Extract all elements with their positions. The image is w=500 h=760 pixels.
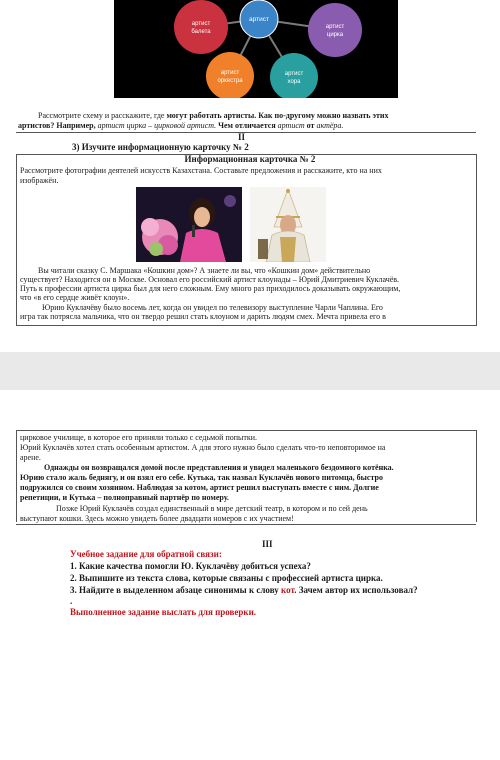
diagram-node-center [240,0,278,38]
photo-folk-artist [250,187,326,262]
photo-singer-image [136,187,242,262]
svg-text:балета: балета [191,29,211,35]
question-3 [70,586,418,596]
task1-question: Чем отличается [216,121,278,130]
story-paragraph-1-line-4: что «в его сердце живёт клоун». [20,293,130,302]
card-continued-right-border [476,430,477,522]
diagram-node-circus [308,3,362,57]
task1-example-lead: артистов? Например, [18,121,98,130]
question-1: 1. Какие качества помогли Ю. Куклачёву добиться успеха? [70,561,311,571]
task1-line2 [18,121,343,131]
svg-text:хора: хора [287,79,301,85]
submission-note: Выполненное задание выслать для проверки. [70,607,257,617]
divider [16,132,476,133]
diagram-node-choir [270,53,318,98]
story-final-line-2: выступают кошки. Здесь можно увидеть более двадцати номеров с их участием! [20,514,294,523]
section-2-task: 3) Изучите информационную карточку № 2 [72,142,249,152]
list-dot: . [70,596,73,606]
story-continued-line-2: Юрий Куклачёв хотел стать особенным артистом. А для этого нужно было сделать что-то неповторимое на [20,443,386,452]
question-3-end: . Зачем автор их использовал? [294,585,418,595]
story-paragraph-1-line-1: Вы читали сказку С. Маршака «Кошкин дом»? А знаете ли вы, что «Кошкин дом» действительно [38,266,371,275]
professions-diagram [114,0,398,98]
question-2: 2. Выпишите из текста слова, которые связаны с профессией артиста цирка. [70,573,383,583]
card-continued-bottom-border [16,524,476,525]
story-paragraph-1-line-2: существует? Находится он в Москве. Основал его российский артист клоунады – Юрий Дмитриевич Куклачёв. [20,275,400,284]
story-final-line-1: Позже Юрий Куклачёв создал единственный в мире детский театр, в котором и по сей день [56,504,368,513]
section-3-number: III [262,539,273,549]
section-2-number: II [238,132,246,142]
photo-folk-artist-image [250,187,326,262]
task1-from: от [304,121,317,130]
card-instruction-end: изображён. [20,176,59,185]
story-continued-line-1: цирковое училище, в которое его приняли только с седьмой попытки. [20,433,258,442]
task1-text: Рассмотрите схему и расскажите, где [38,111,167,120]
document-page-2 [0,390,500,760]
diagram-node-orchestra [206,52,254,98]
question-3-keyword: кот [281,585,295,595]
svg-text:артист: артист [220,70,240,76]
feedback-task-heading: Учебное задание для обратной связи: [70,549,222,559]
card-continued-left-border [16,430,17,522]
svg-text:артист: артист [325,24,345,30]
svg-text:цирка: цирка [326,32,344,38]
svg-text:артист: артист [249,16,269,23]
task1-bold: могут работать артисты. Как по-другому можно назвать этих [166,111,389,120]
highlighted-paragraph-line-2: Юрию стало жаль беднягу, и он взял его себе. Кутька, так назвал Куклачёв нового питомца, быстро [20,473,383,482]
diagram-node-ballet [174,0,228,54]
diagram-svg [114,0,398,98]
card-title: Информационная карточка № 2 [184,154,316,164]
card-instruction: Рассмотрите фотографии деятелей искусств Казахстана. Составьте предложения и расскажите, кто на них [20,166,382,175]
card-left-border [16,154,17,326]
svg-text:артист: артист [191,21,211,27]
task1-word-artist: артист [277,121,305,130]
highlighted-paragraph-line-1: Однажды он возвращался домой после представления и увидел маленького бездомного котёнка. [44,463,394,472]
story-paragraph-2-line-1: Юрию Куклачёву было восемь лет, когда он увидел по телевизору выступление Чарли Чаплина. Его [42,303,383,312]
card-bottom-border [16,325,476,326]
photo-singer [136,187,242,262]
story-paragraph-1-line-3: Путь к профессии артиста цирка был для него сложным. Ему много раз приходилось доказывать окружающим, [20,284,401,293]
card-continued-top-border [16,430,476,431]
task1-word-actor: актёра. [316,121,344,130]
highlighted-paragraph-line-3: подружился со своим хозяином. Наблюдая за котом, артист решил выступать вместе с ним. Долгие [20,483,379,492]
document-page-1 [0,0,500,353]
story-continued-line-3: арене. [20,453,41,462]
story-paragraph-2-line-2: игра так потрясла мальчика, что он твердо решил стать клоуном и дарить людям смех. Мечта привела его в [20,312,386,321]
highlighted-paragraph-line-4: репетиции, и Кутька – полноправный партнёр по номеру. [20,493,229,502]
svg-text:артист: артист [284,71,304,77]
page-gap [0,352,500,391]
task1-example: артист цирка – цирковой артист. [97,121,217,130]
svg-text:оркестра: оркестра [217,78,243,84]
question-3-text: 3. Найдите в выделенном абзаце синонимы к слову [70,585,282,595]
card-right-border [476,154,477,326]
task1-line1 [38,111,389,121]
